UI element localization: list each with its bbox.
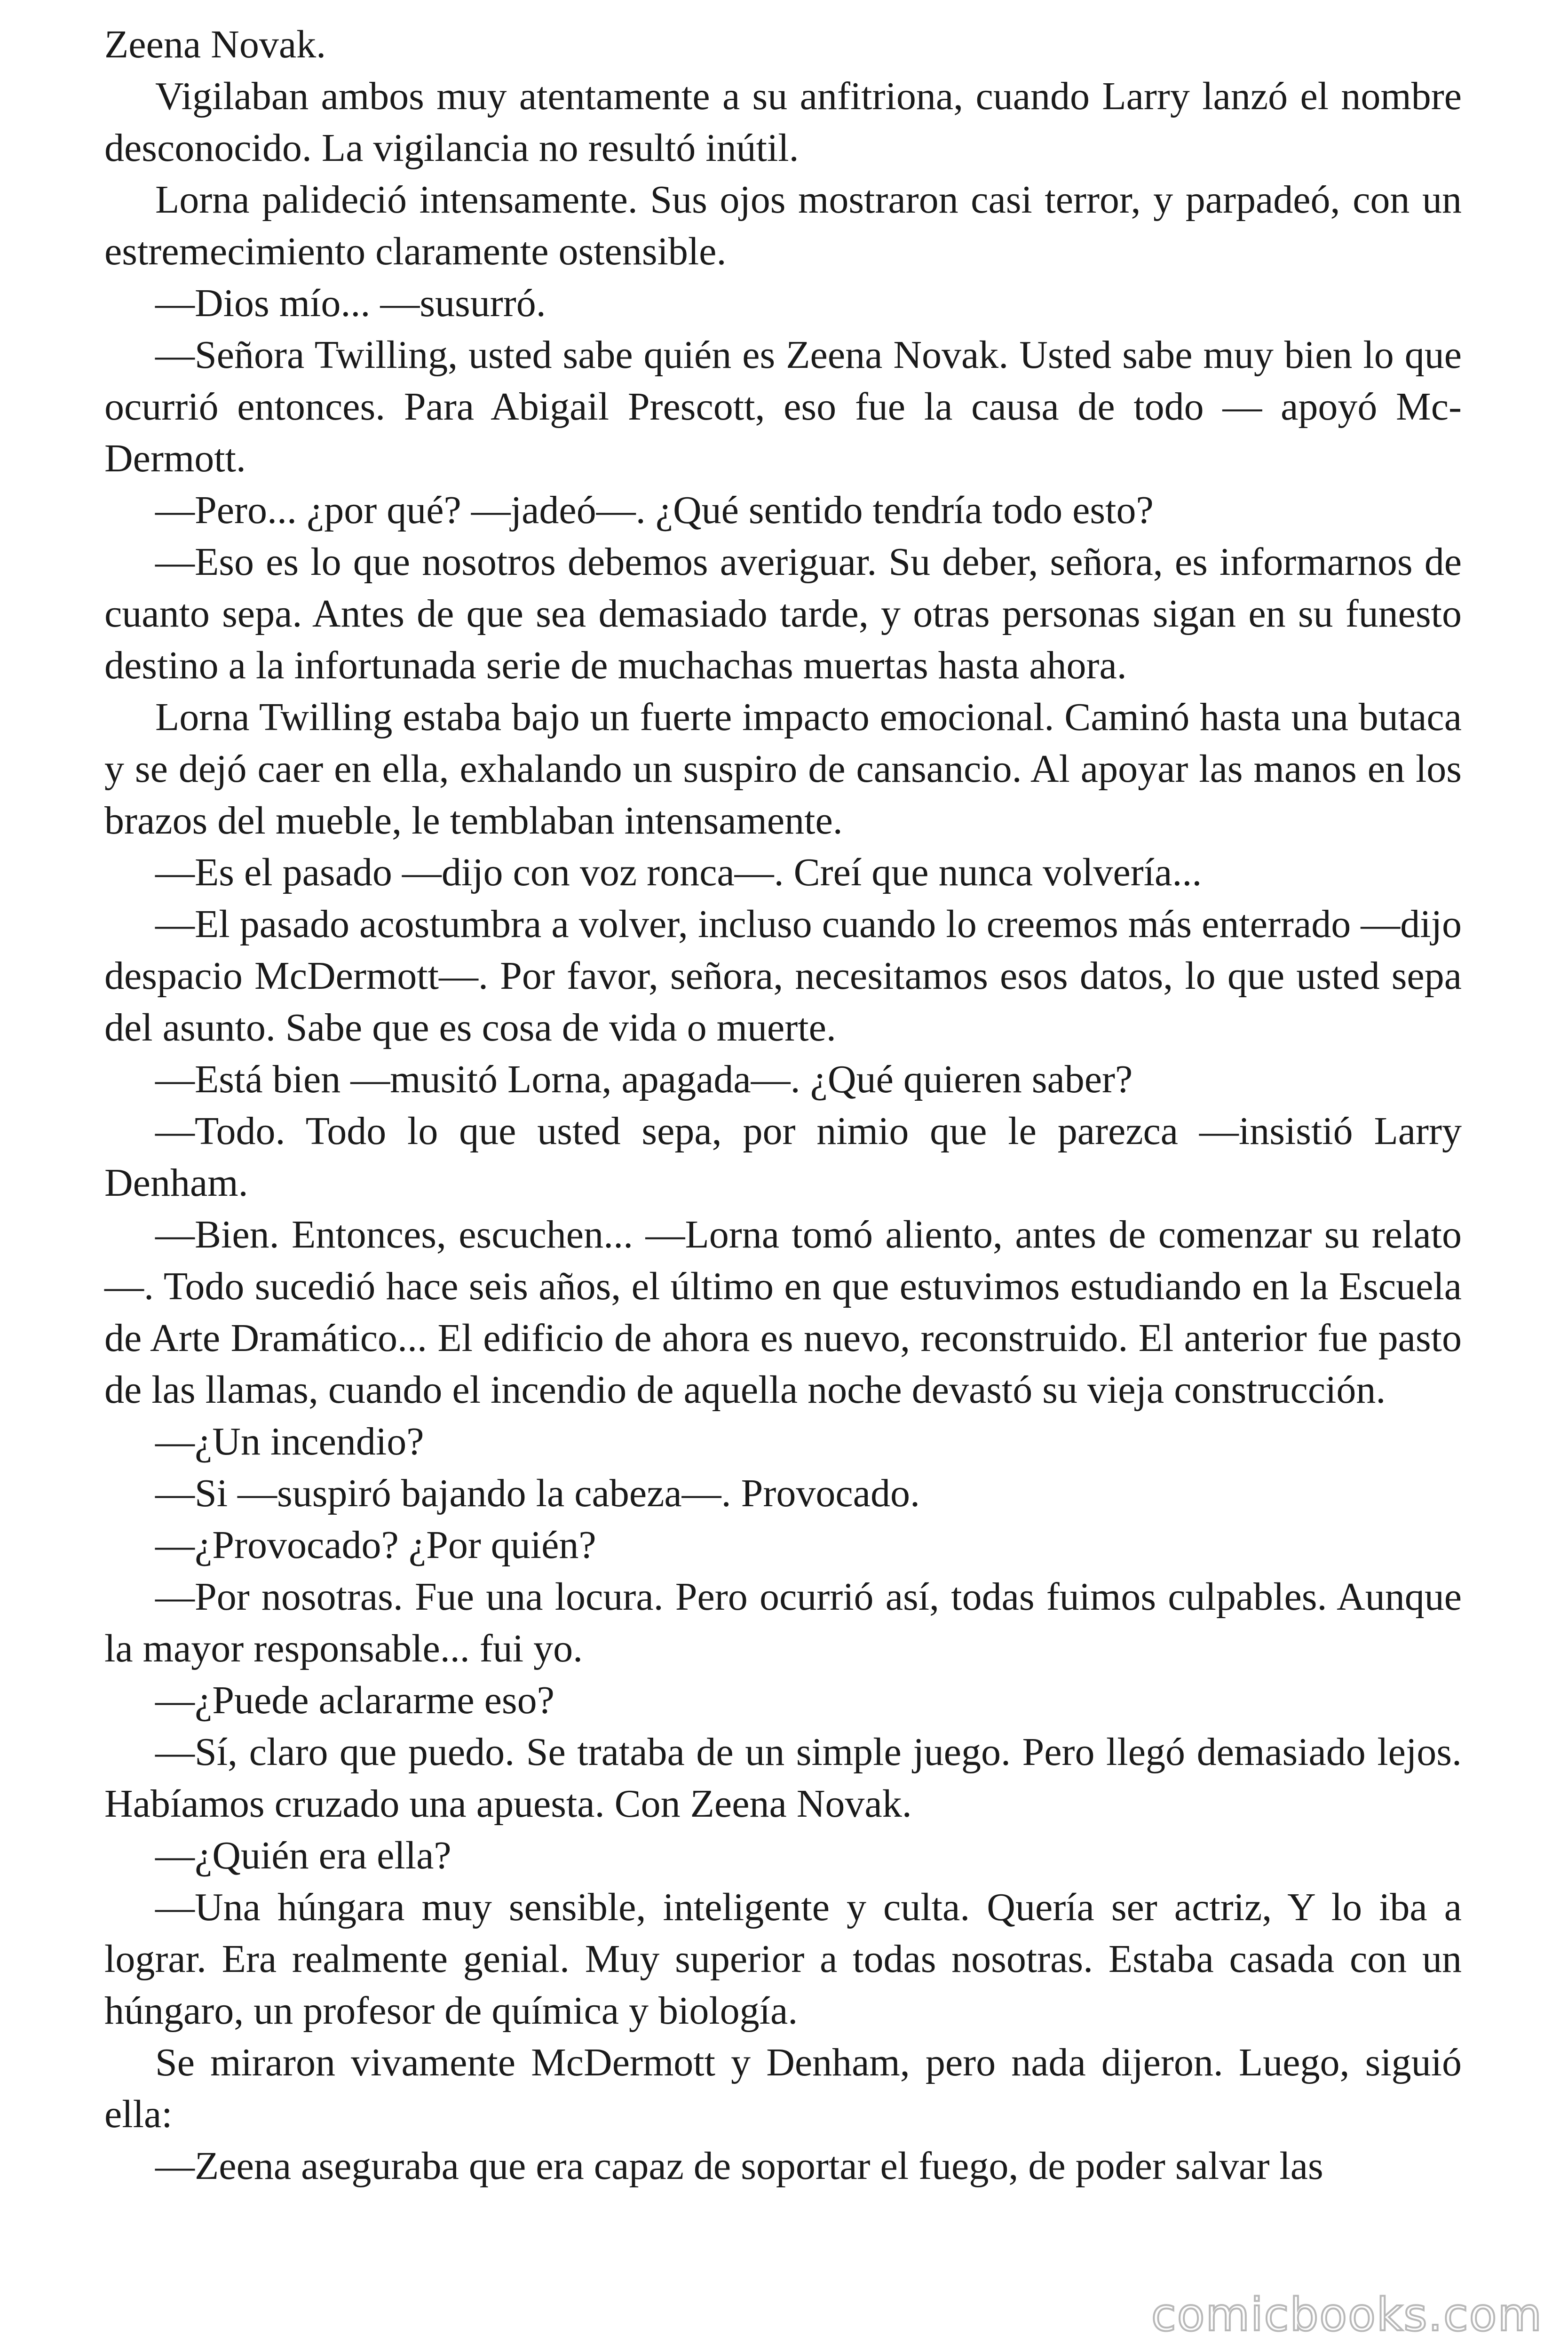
paragraph: —¿Un incendio? bbox=[155, 1420, 424, 1463]
paragraph: —Una húngara muy sensible, inteligente y culta. Quería ser actriz, Y lo iba a lograr. Era realmente genial. Muy superior a todas nosotras. Estaba casada con un húngaro, un profesor de química y biología. bbox=[104, 1885, 1462, 2033]
paragraph: —Dios mío... —susurró. bbox=[155, 281, 546, 325]
paragraph: —Pero... ¿por qué? —jadeó—. ¿Qué sentido tendría todo esto? bbox=[155, 488, 1154, 532]
paragraph: —Bien. Entonces, escuchen... —Lorna tomó aliento, antes de comenzar su relato—. Todo sucedió hace seis años, el último en que estuvimos estudiando en la Escuela de Arte Dramático... El edificio de ahora es nuevo, reconstruido. El anterior fue pasto de las llamas, cuando el incendio de aquella noche devastó su vieja construcción. bbox=[104, 1213, 1462, 1412]
paragraph: —Por nosotras. Fue una locura. Pero ocurrió así, todas fuimos culpables. Aunque la mayor responsable... fui yo. bbox=[104, 1575, 1462, 1670]
paragraph: —¿Provocado? ¿Por quién? bbox=[155, 1523, 596, 1567]
paragraph: —Sí, claro que puedo. Se trataba de un simple juego. Pero llegó demasiado lejos. Habíamos cruzado una apuesta. Con Zeena Novak. bbox=[104, 1730, 1462, 1826]
paragraph: Vigilaban ambos muy atentamente a su anfitriona, cuando Larry lanzó el nombre desconocido. La vigilancia no resultó inútil. bbox=[104, 74, 1462, 170]
paragraph: —Todo. Todo lo que usted sepa, por nimio que le parezca —insistió Larry Denham. bbox=[104, 1109, 1462, 1205]
paragraph: —¿Quién era ella? bbox=[155, 1834, 451, 1877]
watermark-logo: comicbooks.com bbox=[1151, 2288, 1543, 2341]
paragraph: Lorna Twilling estaba bajo un fuerte impacto emocional. Caminó hasta una butaca y se dejó caer en ella, exhalando un suspiro de cansancio. Al apoyar las manos en los brazos del mueble, le temblaban intensamente. bbox=[104, 695, 1462, 842]
paragraph: —Es el pasado —dijo con voz ronca—. Creí que nunca volvería... bbox=[155, 850, 1202, 894]
paragraph: —¿Puede aclararme eso? bbox=[155, 1678, 554, 1722]
page-body bbox=[104, 19, 1462, 2192]
paragraph: Lorna palideció intensamente. Sus ojos mostraron casi terror, y parpadeó, con un estremecimiento claramente ostensible. bbox=[104, 178, 1462, 273]
paragraph: —Zeena aseguraba que era capaz de soportar el fuego, de poder salvar las bbox=[155, 2144, 1323, 2188]
paragraph: —Eso es lo que nosotros debemos averiguar. Su deber, señora, es informarnos de cuanto sepa. Antes de que sea demasiado tarde, y otras personas sigan en su funesto destino a la infortunada serie de muchachas muertas hasta ahora. bbox=[104, 540, 1462, 687]
paragraph: —El pasado acostumbra a volver, incluso cuando lo creemos más enterrado —dijo despacio McDermott—. Por favor, señora, necesitamos esos datos, lo que usted sepa del asunto. Sabe que es cosa de vida o muerte. bbox=[104, 902, 1462, 1049]
paragraph: Se miraron vivamente McDermott y Denham, pero nada dijeron. Luego, siguió ella: bbox=[104, 2041, 1462, 2136]
paragraph: —Señora Twilling, usted sabe quién es Zeena Novak. Usted sabe muy bien lo que ocurrió entonces. Para Abigail Prescott, eso fue la causa de todo — apoyó Mc- Dermott. bbox=[104, 333, 1462, 480]
paragraph: —Está bien —musitó Lorna, apagada—. ¿Qué quieren saber? bbox=[155, 1057, 1133, 1101]
paragraph: Zeena Novak. bbox=[104, 23, 326, 66]
paragraph: —Si —suspiró bajando la cabeza—. Provocado. bbox=[155, 1471, 920, 1515]
